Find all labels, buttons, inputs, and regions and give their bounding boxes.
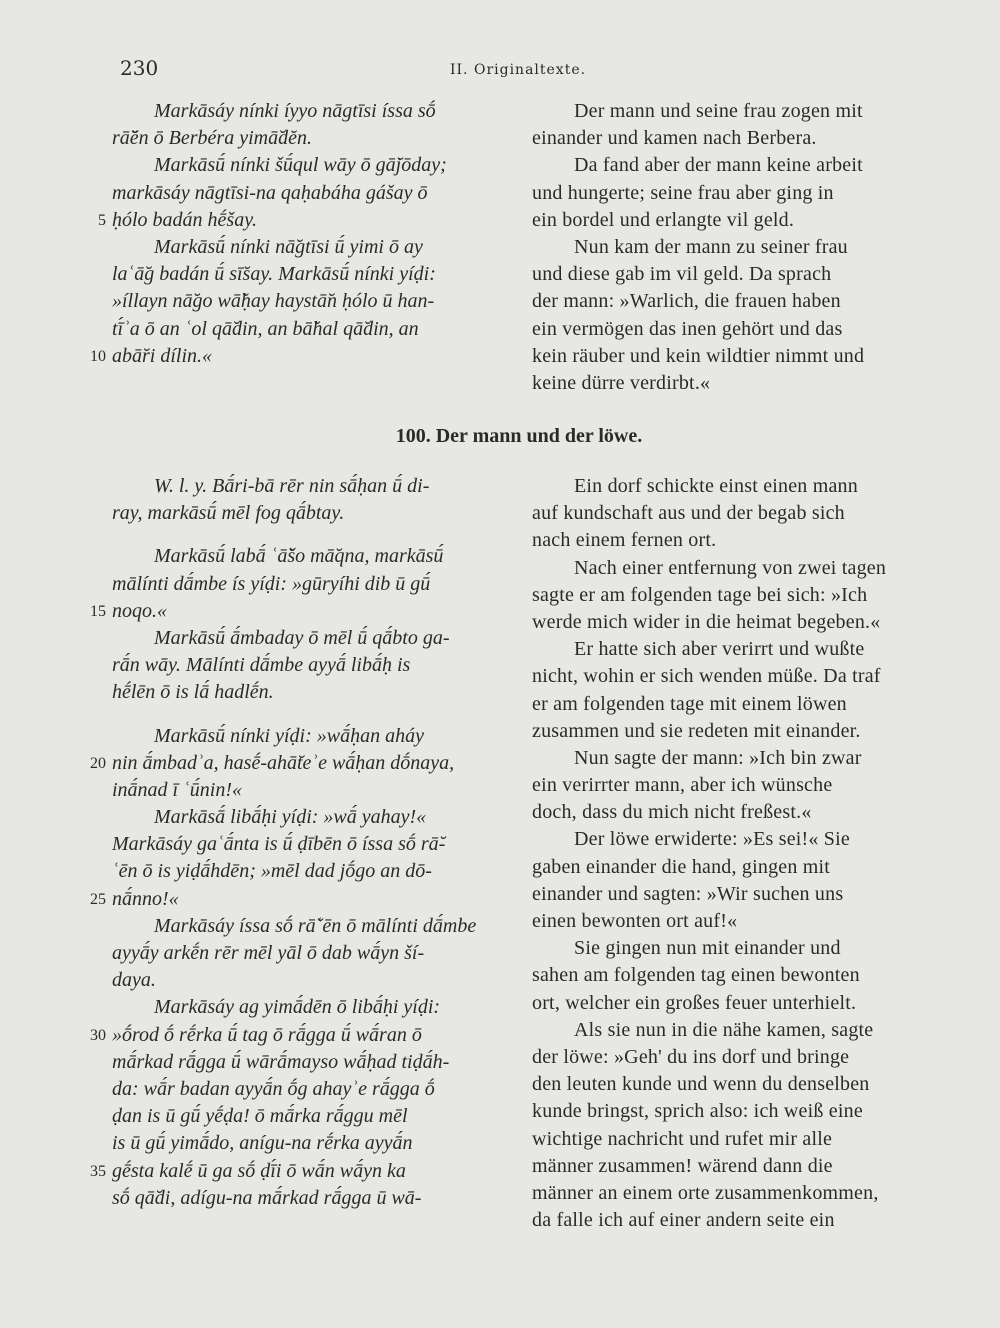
german-line: kein räuber und kein wildtier nimmt und: [532, 344, 865, 367]
somali-line-text: ayyā́y arkḗn rēr mēl yāl ō dab wā́yn ší-: [112, 942, 425, 964]
somali-line: [112, 967, 512, 994]
somali-line: [112, 1103, 512, 1130]
somali-line-text: nin ā́mbadʾa, hasḗ-ahā̆teʾe wā́ḥan dṓnaya,: [112, 751, 455, 774]
somali-line: [112, 125, 512, 152]
german-line: Der löwe erwiderte: »Es sei!« Sie: [574, 828, 850, 851]
somali-line: [112, 571, 512, 598]
german-line: da falle ich auf einer andern seite ein: [532, 1209, 835, 1232]
somali-line: [112, 1130, 512, 1157]
somali-line-text: noqo.«: [112, 599, 167, 622]
german-line: ein verirrter mann, aber ich wünsche: [532, 774, 833, 797]
german-text-column-1: [532, 98, 922, 397]
german-line: nach einem fernen ort.: [532, 529, 717, 552]
somali-line-text: daya.: [112, 969, 156, 992]
german-line: Da fand aber der mann keine arbeit: [574, 154, 863, 177]
german-line: und diese gab im vil geld. Da sprach: [532, 263, 832, 286]
german-line: er am folgenden tage mit einem löwen: [532, 692, 847, 715]
german-line: männer an einem orte zusammenkommen,: [532, 1181, 879, 1204]
somali-line: [112, 777, 512, 804]
somali-line: [112, 234, 512, 261]
somali-line: [112, 288, 512, 315]
line-number: 20: [90, 754, 106, 772]
somali-line-text: laʿā̆g badán ū́ sī̆say. Markāsū́ nínki yíḍi:: [112, 263, 436, 286]
somali-line: [98, 207, 512, 234]
german-line: Ein dorf schickte einst einen mann: [574, 475, 858, 497]
running-head: II. Originaltexte.: [450, 62, 587, 78]
german-line: Sie gingen nun mit einander und: [574, 937, 841, 960]
somali-line-text: Markāsáy íssa sṓ rā̆ʿēn ō mālínti dā́mbe: [154, 914, 477, 937]
somali-line: [112, 261, 512, 288]
german-line: Der mann und seine frau zogen mit: [574, 100, 863, 122]
somali-line-text: gḗsta kalḗ ū ga sṓ ḍī́i ō wā́n wā́yn ka: [112, 1159, 406, 1182]
somali-line-text: Markāsū́ nínki nā̆gtīsi ū́ yimi ō ay: [154, 235, 423, 258]
somali-line: [112, 625, 512, 652]
somali-line: [112, 180, 512, 207]
somali-line-text: sṓ qā̆di, adígu-na mā́rkad rā́gga ū wā-: [112, 1186, 422, 1209]
somali-line: [90, 1158, 512, 1185]
somali-line-text: mā́rkad rā́gga ū́ wārā́mayso wā́ḥad tiḍā́h-: [112, 1050, 450, 1073]
somali-line: [112, 723, 512, 750]
somali-line-text: »íllayn nā̆go wā̆ḥay haystā̆n ḥólo ū han-: [112, 290, 435, 313]
german-line: Er hatte sich aber verirrt und wußte: [574, 638, 865, 661]
somali-line: [112, 316, 512, 343]
somali-line-text: »ṓrod ṓ rḗrka ū́ tag ō rā́gga ū́ wā́ran ō: [112, 1023, 422, 1046]
somali-line: [90, 343, 512, 370]
somali-line-text: Markāsáy ag yimā́dēn ō libā́ḥi yíḍi:: [154, 996, 441, 1019]
line-number: 10: [90, 347, 106, 365]
german-line: wichtige nachricht und rufet mir alle: [532, 1127, 833, 1150]
line-number: 25: [90, 890, 106, 908]
page-number: 230: [120, 56, 159, 80]
somali-line-text: Markāsū́ nínki šū́qul wāy ō gā̆jōday;: [154, 154, 447, 177]
german-line: ort, welcher ein großes feuer unterhielt.: [532, 991, 857, 1014]
somali-line-text: Markāsā́ libā́ḥi yíḍi: »wā́ yahay!«: [154, 806, 427, 829]
somali-line-text: rā̆ĕn ō Berbéra yimā̆dĕn.: [112, 127, 312, 150]
german-line: männer zusammen! wärend dann die: [532, 1154, 833, 1177]
german-line: Nun sagte der mann: »Ich bin zwar: [574, 746, 862, 769]
german-line: den leuten kunde und wenn du denselben: [532, 1073, 870, 1096]
german-text-column-2: [532, 473, 922, 1234]
somali-line: [90, 1022, 512, 1049]
german-line: sahen am folgenden tag einen bewonten: [532, 964, 860, 987]
somali-line: [112, 98, 512, 125]
somali-line: [112, 858, 512, 885]
line-number: 35: [90, 1162, 106, 1180]
somali-line-text: hḗlēn ō is lā́ hadlḗn.: [112, 681, 274, 704]
somali-line-text: ʿēn ō is yiḍā́hdēn; »mēl dad jṓgo an dō-: [112, 860, 432, 883]
somali-line: [90, 598, 512, 625]
german-line: nicht, wohin er sich wenden müße. Da traf: [532, 665, 881, 688]
somali-line: [90, 886, 512, 913]
german-line: Als sie nun in die nähe kamen, sagte: [574, 1018, 874, 1041]
german-line: einander und sagten: »Wir suchen uns: [532, 882, 844, 905]
german-line: ein bordel und erlangte vil geld.: [532, 208, 795, 231]
somali-line-text: W. l. y. Bā́ri-bā rēr nin sā́ḥan ū́ di-: [154, 475, 430, 497]
somali-line-text: Markāsáy nínki íyyo nāgtīsi íssa sṓ: [154, 100, 436, 122]
somali-line: [112, 679, 512, 706]
german-line: zusammen und sie redeten mit einander.: [532, 719, 861, 742]
somali-line: [112, 804, 512, 831]
german-line: werde mich wider in die heimat begeben.«: [532, 610, 881, 633]
somali-line-text: Markāsáy gaʿā́nta is ū́ ḍībēn ō íssa sṓ rā̆-: [112, 833, 446, 856]
somali-text-column-2: [90, 473, 512, 1212]
section-title: [0, 425, 1000, 448]
somali-line-text: da: wā́r badan ayyā́n ṓg ahayʾe rā́gga ṓ: [112, 1077, 435, 1100]
german-line: Nach einer entfernung von zwei tagen: [574, 556, 887, 579]
somali-line: [112, 152, 512, 179]
somali-line: [112, 543, 512, 570]
somali-line: [112, 1185, 512, 1212]
somali-line: [112, 940, 512, 967]
german-line: doch, dass du mich nicht freßest.«: [532, 801, 812, 824]
somali-line-text: ḥólo badán hḗšay.: [112, 208, 257, 231]
german-line: der mann: »Warlich, die frauen haben: [532, 290, 841, 313]
somali-line: [112, 913, 512, 940]
german-line: kunde bringst, sprich also: ich weiß eine: [532, 1100, 863, 1123]
somali-line: [112, 994, 512, 1021]
somali-text-column-1: [90, 98, 512, 370]
somali-line-text: Markāsū́ nínki yíḍi: »wā́ḥan aháy: [154, 724, 424, 747]
german-line: auf kundschaft aus und der begab sich: [532, 502, 845, 525]
german-line: der löwe: »Geh' du ins dorf und bringe: [532, 1045, 850, 1068]
german-line: keine dürre verdirbt.«: [532, 371, 711, 394]
somali-line-text: Markāsū́ labā́ ʿā̆šo mā̆qna, markāsū́: [154, 545, 444, 568]
german-line: gaben einander die hand, gingen mit: [532, 855, 831, 878]
somali-line-text: ray, markāsū́ mēl fog qā́btay.: [112, 502, 345, 525]
somali-line: [112, 652, 512, 679]
somali-line-text: nā́nno!«: [112, 887, 179, 910]
line-number: 30: [90, 1026, 106, 1044]
somali-line-text: rā́n wāy. Mālínti dā́mbe ayyā́ libā́ḥ is: [112, 654, 411, 677]
somali-line-text: tī́ʾa ō an ʿol qā̆din, an bā̆hal qā̆din, an: [112, 317, 419, 340]
german-line: ein vermögen das inen gehört und das: [532, 317, 843, 340]
german-line: einen bewonten ort auf!«: [532, 910, 738, 932]
somali-line: [112, 1076, 512, 1103]
somali-line-text: inā́nad ī ʿū́nin!«: [112, 778, 242, 801]
somali-line: [112, 500, 512, 527]
somali-line-text: ḍan is ū gū́ yḗḍa! ō mā́rka rā́ggu mēl: [112, 1105, 408, 1128]
somali-line: [112, 831, 512, 858]
german-line: einander und kamen nach Berbera.: [532, 127, 817, 150]
somali-line-text: markāsáy nāgtīsi-na qaḥabáha gášay ō: [112, 181, 428, 204]
somali-line: [112, 473, 512, 500]
line-number: 15: [90, 602, 106, 620]
german-line: und hungerte; seine frau aber ging in: [532, 181, 834, 204]
german-line: Nun kam der mann zu seiner frau: [574, 235, 848, 258]
somali-line-text: is ū gū́ yimā́do, anígu-na rḗrka ayyā́n: [112, 1132, 413, 1155]
somali-line: [90, 750, 512, 777]
somali-line-text: mālínti dā́mbe ís yíḍi: »gūryíhi dib ū gū́: [112, 572, 431, 595]
somali-line-text: Markāsū́ ā́mbaday ō mēl ū́ qā́bto ga-: [154, 626, 450, 649]
line-number: 5: [98, 211, 106, 229]
somali-line-text: abā̆ri dílin.«: [112, 344, 213, 367]
german-line: sagte er am folgenden tage bei sich: »Ich: [532, 583, 868, 606]
somali-line: [112, 1049, 512, 1076]
section-title-text: 100. Der mann und der löwe.: [395, 425, 643, 447]
